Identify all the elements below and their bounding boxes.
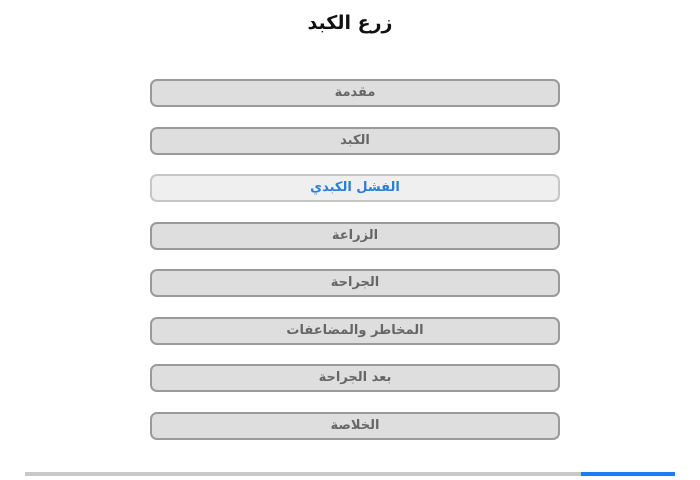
- progress-bar: [25, 472, 675, 476]
- menu-item-after-surgery[interactable]: بعد الجراحة: [150, 364, 560, 392]
- menu-item-transplantation[interactable]: الزراعة: [150, 222, 560, 250]
- menu-item-surgery[interactable]: الجراحة: [150, 269, 560, 297]
- progress-fill: [581, 472, 675, 476]
- menu-item-risks-complications[interactable]: المخاطر والمضاعفات: [150, 317, 560, 345]
- menu-item-liver[interactable]: الكبد: [150, 127, 560, 155]
- menu-item-introduction[interactable]: مقدمة: [150, 79, 560, 107]
- menu-item-liver-failure[interactable]: الفشل الكبدي: [150, 174, 560, 202]
- chapter-menu: [150, 79, 560, 459]
- page-title: زرع الكبد: [307, 12, 393, 34]
- menu-item-conclusion[interactable]: الخلاصة: [150, 412, 560, 440]
